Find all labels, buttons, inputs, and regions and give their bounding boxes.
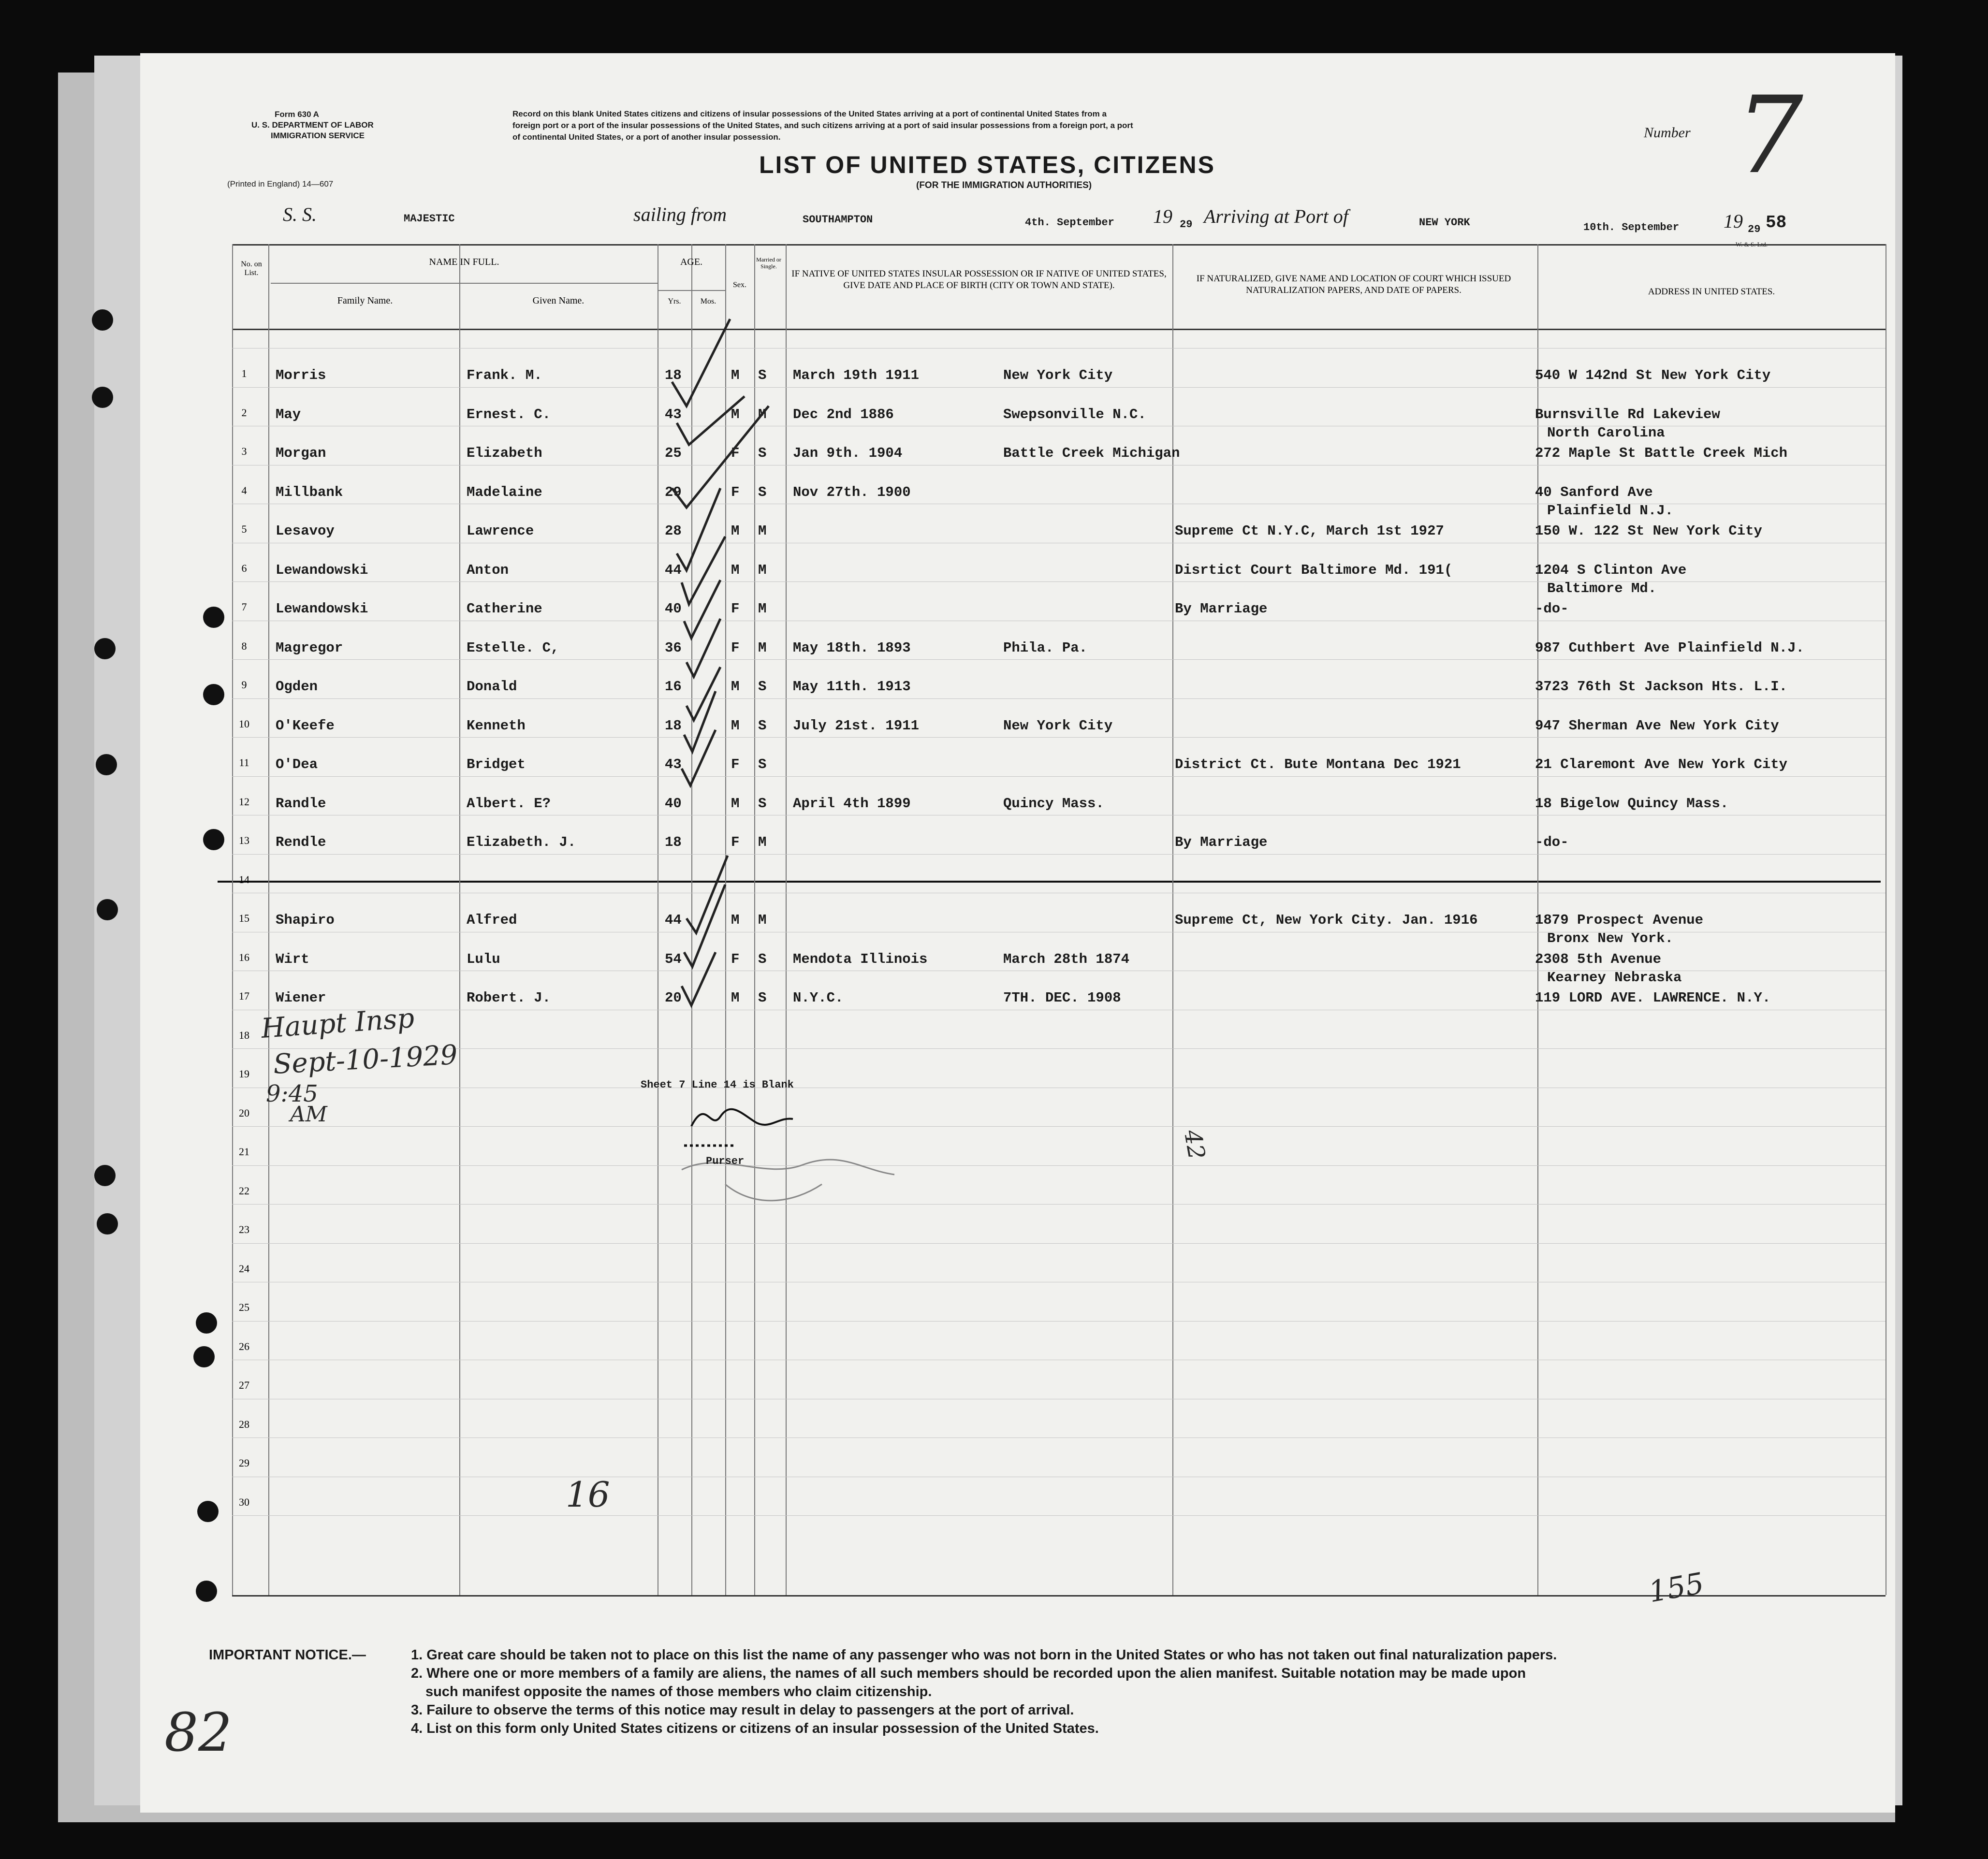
col-header-age: AGE.	[680, 257, 703, 267]
address: 987 Cuthbert Ave Plainfield N.J.	[1535, 639, 1804, 656]
page-mark: 42	[1178, 1128, 1211, 1162]
family-name: Shapiro	[276, 912, 335, 928]
age: 18	[665, 834, 682, 850]
family-name: May	[276, 406, 301, 422]
punch-hole	[96, 754, 117, 775]
rule-line	[232, 854, 1886, 855]
age: 44	[665, 562, 682, 578]
age: 40	[665, 795, 682, 812]
col-header-address: ADDRESS IN UNITED STATES.	[1648, 287, 1775, 297]
stamp-number: 58	[1766, 213, 1787, 232]
sheet-note: Sheet 7 Line 14 is Blank	[641, 1079, 794, 1091]
ship-name: MAJESTIC	[404, 213, 455, 225]
marital-status: S	[758, 367, 767, 383]
row-number: 16	[239, 951, 249, 963]
sex: M	[731, 912, 740, 928]
family-name: Millbank	[276, 484, 343, 500]
birth-date: March 19th 1911	[793, 367, 920, 383]
sailing-from-label: sailing from	[633, 203, 727, 225]
age: 25	[665, 445, 682, 461]
marital-status: M	[758, 639, 767, 656]
rule-line	[232, 1165, 1886, 1166]
departure-port: SOUTHAMPTON	[803, 214, 873, 226]
age: 20	[665, 990, 682, 1006]
inspection-ampm: AM	[290, 1102, 327, 1127]
service-name: IMMIGRATION SERVICE	[271, 131, 365, 140]
row-number: 12	[239, 795, 249, 808]
punch-hole	[197, 1501, 219, 1522]
row-number: 26	[239, 1340, 249, 1352]
address-line-2: Kearney Nebraska	[1547, 969, 1682, 986]
family-name: Lewandowski	[276, 562, 368, 578]
col-header-birth: IF NATIVE OF UNITED STATES INSULAR POSSESSION OR IF NATIVE OF UNITED STATES, GIVE DATE AND PLACE OF BIRTH (CITY OR TOWN AND STATE).	[791, 269, 1167, 290]
punch-hole	[203, 829, 224, 850]
age: 18	[665, 717, 682, 734]
birth-date: Mendota Illinois	[793, 951, 928, 967]
given-name: Estelle. C,	[467, 639, 559, 656]
arriving-label: Arriving at Port of	[1204, 205, 1348, 227]
age: 36	[665, 639, 682, 656]
row-number: 21	[239, 1146, 249, 1158]
ss-label: S. S.	[283, 203, 317, 225]
punch-hole	[94, 1165, 116, 1186]
notice-heading: IMPORTANT NOTICE.—	[209, 1647, 366, 1663]
row-number: 2	[241, 406, 247, 419]
birth-place: Quincy Mass.	[1003, 795, 1104, 812]
row-number: 8	[241, 639, 247, 652]
family-name: Lesavoy	[276, 523, 335, 539]
rule-line	[232, 659, 1886, 660]
marital-status: M	[758, 406, 767, 422]
punch-hole	[193, 1346, 215, 1367]
rule-line	[232, 387, 1886, 388]
page-subtitle: (FOR THE IMMIGRATION AUTHORITIES)	[916, 180, 1092, 190]
rule-line	[232, 348, 1886, 349]
row-number: 10	[239, 717, 249, 730]
naturalization: Disrtict Court Baltimore Md. 191(	[1175, 562, 1453, 578]
rule-line	[268, 244, 269, 1595]
row-number: 15	[239, 912, 249, 924]
marital-status: S	[758, 717, 767, 734]
rule-line	[232, 329, 1886, 330]
family-name: Randle	[276, 795, 326, 812]
family-name: O'Dea	[276, 756, 318, 772]
notice-item: such manifest opposite the names of those members who claim citizenship.	[425, 1684, 932, 1699]
marital-status: M	[758, 523, 767, 539]
given-name: Lawrence	[467, 523, 534, 539]
family-name: Wiener	[276, 990, 326, 1006]
marital-status: S	[758, 445, 767, 461]
age: 43	[665, 756, 682, 772]
printed-note: (Printed in England) 14—607	[227, 179, 334, 189]
row-number: 14	[239, 873, 249, 886]
rule-line	[232, 1321, 1886, 1322]
row-number: 17	[239, 990, 249, 1002]
rule-line	[232, 776, 1886, 777]
birth-date: Jan 9th. 1904	[793, 445, 903, 461]
checkmarks	[658, 309, 793, 1025]
birth-date: July 21st. 1911	[793, 717, 920, 734]
rule-line	[232, 1204, 1886, 1205]
purser-label: Purser	[706, 1155, 745, 1167]
row-number: 13	[239, 834, 249, 846]
departure-year: 29	[1180, 218, 1193, 231]
birth-place: New York City	[1003, 367, 1113, 383]
row-number: 25	[239, 1301, 249, 1313]
birth-place: Battle Creek Michigan	[1003, 445, 1180, 461]
age: 18	[665, 367, 682, 383]
given-name: Elizabeth. J.	[467, 834, 576, 850]
instruction-line: foreign port or a port of the insular possessions of the United States, and such citizens arriving at a port of said insular possessions from a foreign port, a port	[512, 121, 1133, 130]
birth-date: Nov 27th. 1900	[793, 484, 911, 500]
row-number: 23	[239, 1223, 249, 1235]
given-name: Ernest. C.	[467, 406, 551, 422]
col-header-married: Married or Single.	[756, 256, 781, 270]
naturalization: By Marriage	[1175, 834, 1268, 850]
row-number: 9	[241, 679, 247, 691]
given-name: Lulu	[467, 951, 500, 967]
list-number: 7	[1736, 73, 1803, 197]
address: 947 Sherman Ave New York City	[1535, 717, 1779, 734]
birth-place: 7TH. DEC. 1908	[1003, 990, 1121, 1006]
sex: M	[731, 990, 740, 1006]
address: 272 Maple St Battle Creek Mich	[1535, 445, 1788, 461]
birth-date: Dec 2nd 1886	[793, 406, 894, 422]
address: -do-	[1535, 601, 1569, 617]
row-number: 29	[239, 1457, 249, 1469]
rule-line	[232, 1595, 1886, 1597]
sex: M	[731, 717, 740, 734]
birth-date: May 11th. 1913	[793, 679, 911, 695]
address: 21 Claremont Ave New York City	[1535, 756, 1788, 772]
page-mark: 155	[1646, 1566, 1707, 1610]
naturalization: District Ct. Bute Montana Dec 1921	[1175, 756, 1461, 772]
sex: F	[731, 756, 740, 772]
address: 3723 76th St Jackson Hts. L.I.	[1535, 679, 1788, 695]
rule-line	[459, 244, 460, 1595]
address-line-2: Bronx New York.	[1547, 930, 1674, 946]
row-number: 24	[239, 1262, 249, 1275]
birth-date: May 18th. 1893	[793, 639, 911, 656]
given-name: Alfred	[467, 912, 517, 928]
row-number: 19	[239, 1068, 249, 1080]
given-name: Anton	[467, 562, 509, 578]
given-name: Frank. M.	[467, 367, 542, 383]
address-line-2: Baltimore Md.	[1547, 580, 1657, 596]
sex: F	[731, 445, 740, 461]
family-name: Morgan	[276, 445, 326, 461]
sex: M	[731, 679, 740, 695]
notice-item: 2. Where one or more members of a family are aliens, the names of all such members should be recorded upon the alien manifest. Suitable notation may be made upon	[411, 1666, 1526, 1681]
departure-date: 4th. September	[1025, 217, 1114, 229]
address: 119 LORD AVE. LAWRENCE. N.Y.	[1535, 990, 1771, 1006]
age: 16	[665, 679, 682, 695]
col-header-naturalized: IF NATURALIZED, GIVE NAME AND LOCATION OF COURT WHICH ISSUED NATURALIZATION PAPERS, AND DATE OF PAPERS.	[1196, 274, 1511, 295]
row-number: 20	[239, 1106, 249, 1119]
notice-item: 1. Great care should be taken not to place on this list the name of any passenger who was not born in the United States or who has not taken out final naturalization papers.	[411, 1647, 1557, 1663]
sex: M	[731, 562, 740, 578]
arrival-year-prefix: 19	[1724, 210, 1743, 232]
age: 54	[665, 951, 682, 967]
rule-line	[271, 283, 658, 284]
row-number: 28	[239, 1418, 249, 1430]
sex: F	[731, 951, 740, 967]
given-name: Kenneth	[467, 717, 526, 734]
naturalization: By Marriage	[1175, 601, 1268, 617]
form-number: Form 630 A	[275, 110, 319, 119]
birth-place: Swepsonville N.C.	[1003, 406, 1146, 422]
naturalization: Supreme Ct, New York City. Jan. 1916	[1175, 912, 1478, 928]
punch-hole	[196, 1581, 217, 1602]
given-name: Bridget	[467, 756, 526, 772]
given-name: Elizabeth	[467, 445, 542, 461]
address-line-2: North Carolina	[1547, 424, 1665, 441]
punch-hole	[203, 607, 224, 628]
inspection-time: 9:45	[266, 1080, 318, 1107]
marital-status: M	[758, 834, 767, 850]
address: 150 W. 122 St New York City	[1535, 523, 1762, 539]
address: 2308 5th Avenue	[1535, 951, 1662, 967]
sex: F	[731, 834, 740, 850]
page-title: LIST OF UNITED STATES, CITIZENS	[759, 151, 1215, 178]
row-number: 27	[239, 1379, 249, 1391]
number-label: Number	[1644, 125, 1691, 141]
marital-status: S	[758, 990, 767, 1006]
punch-hole	[97, 1213, 118, 1234]
margin-mark: 82	[164, 1701, 232, 1763]
department-name: U. S. DEPARTMENT OF LABOR	[251, 120, 374, 130]
given-name: Catherine	[467, 601, 542, 617]
inspector-date: Sept-10-1929	[272, 1039, 458, 1080]
punch-hole	[92, 309, 113, 331]
family-name: Wirt	[276, 951, 309, 967]
row-number: 11	[239, 756, 249, 769]
age: 40	[665, 601, 682, 617]
row-number: 7	[241, 601, 247, 613]
given-name: Donald	[467, 679, 517, 695]
page-mark: 16	[566, 1474, 610, 1515]
col-header-yrs: Yrs.	[668, 297, 681, 305]
punch-hole	[97, 899, 118, 920]
instruction-line: of continental United States, or a port of another insular possession.	[512, 132, 781, 142]
age: 43	[665, 406, 682, 422]
given-name: Albert. E?	[467, 795, 551, 812]
marital-status: S	[758, 484, 767, 500]
sex: F	[731, 484, 740, 500]
family-name: Lewandowski	[276, 601, 368, 617]
notice-item: 3. Failure to observe the terms of this notice may result in delay to passengers at the port of arrival.	[411, 1702, 1074, 1718]
sex: M	[731, 406, 740, 422]
punch-hole	[196, 1312, 217, 1334]
departure-year-prefix: 19	[1153, 205, 1172, 227]
family-name: O'Keefe	[276, 717, 335, 734]
marital-status: S	[758, 756, 767, 772]
arrival-date: 10th. September	[1583, 221, 1680, 233]
family-name: Morris	[276, 367, 326, 383]
instruction-line: Record on this blank United States citizens and citizens of insular possessions of the United States arriving at a port of continental United States from a	[512, 109, 1107, 118]
row-number: 18	[239, 1029, 249, 1041]
family-name: Ogden	[276, 679, 318, 695]
family-name: Magregor	[276, 639, 343, 656]
rule-line	[232, 1515, 1886, 1516]
birth-place: March 28th 1874	[1003, 951, 1130, 967]
rule-line	[218, 881, 1881, 883]
sex: M	[731, 367, 740, 383]
row-number: 30	[239, 1496, 249, 1508]
rule-line	[232, 1243, 1886, 1244]
address: Burnsville Rd Lakeview	[1535, 406, 1720, 422]
inspector-stamp: Haupt Insp	[260, 1002, 416, 1045]
sex: F	[731, 639, 740, 656]
row-number: 4	[241, 484, 247, 496]
row-number: 22	[239, 1184, 249, 1197]
rule-line	[232, 698, 1886, 699]
col-header-name: NAME IN FULL.	[429, 257, 499, 267]
col-header-family: Family Name.	[337, 295, 393, 306]
address: -do-	[1535, 834, 1569, 850]
birth-date: April 4th 1899	[793, 795, 911, 812]
punch-hole	[92, 387, 113, 408]
col-header-sex: Sex.	[733, 281, 746, 289]
marital-status: M	[758, 601, 767, 617]
age: 29	[665, 484, 682, 500]
rule-line	[232, 1126, 1886, 1127]
sex: M	[731, 795, 740, 812]
col-header-no: No. on List.	[241, 260, 262, 277]
address: 18 Bigelow Quincy Mass.	[1535, 795, 1729, 812]
marital-status: M	[758, 912, 767, 928]
punch-hole	[94, 638, 116, 659]
rule-line	[232, 737, 1886, 738]
address: 1879 Prospect Avenue	[1535, 912, 1704, 928]
age: 44	[665, 912, 682, 928]
col-header-mos: Mos.	[700, 297, 716, 305]
marital-status: S	[758, 951, 767, 967]
address: 40 Sanford Ave	[1535, 484, 1653, 500]
age: 28	[665, 523, 682, 539]
col-header-given: Given Name.	[532, 295, 585, 306]
row-number: 6	[241, 562, 247, 574]
sex: M	[731, 523, 740, 539]
row-number: 5	[241, 523, 247, 535]
address: 1204 S Clinton Ave	[1535, 562, 1687, 578]
arrival-year: 29	[1748, 223, 1761, 235]
row-number: 1	[241, 367, 247, 379]
given-name: Robert. J.	[467, 990, 551, 1006]
address: 540 W 142nd St New York City	[1535, 367, 1771, 383]
marital-status: S	[758, 795, 767, 812]
punch-hole	[203, 684, 224, 705]
notice-item: 4. List on this form only United States citizens or citizens of an insular possession of the United States.	[411, 1721, 1099, 1736]
arrival-port: NEW YORK	[1419, 217, 1470, 229]
birth-place: Phila. Pa.	[1003, 639, 1088, 656]
given-name: Madelaine	[467, 484, 542, 500]
birth-date: N.Y.C.	[793, 990, 844, 1006]
rule-line	[232, 1048, 1886, 1049]
family-name: Rendle	[276, 834, 326, 850]
marital-status: M	[758, 562, 767, 578]
sex: F	[731, 601, 740, 617]
row-number: 3	[241, 445, 247, 457]
birth-place: New York City	[1003, 717, 1113, 734]
naturalization: Supreme Ct N.Y.C, March 1st 1927	[1175, 523, 1444, 539]
address-line-2: Plainfield N.J.	[1547, 502, 1674, 519]
marital-status: S	[758, 679, 767, 695]
rule-line	[232, 244, 1886, 246]
